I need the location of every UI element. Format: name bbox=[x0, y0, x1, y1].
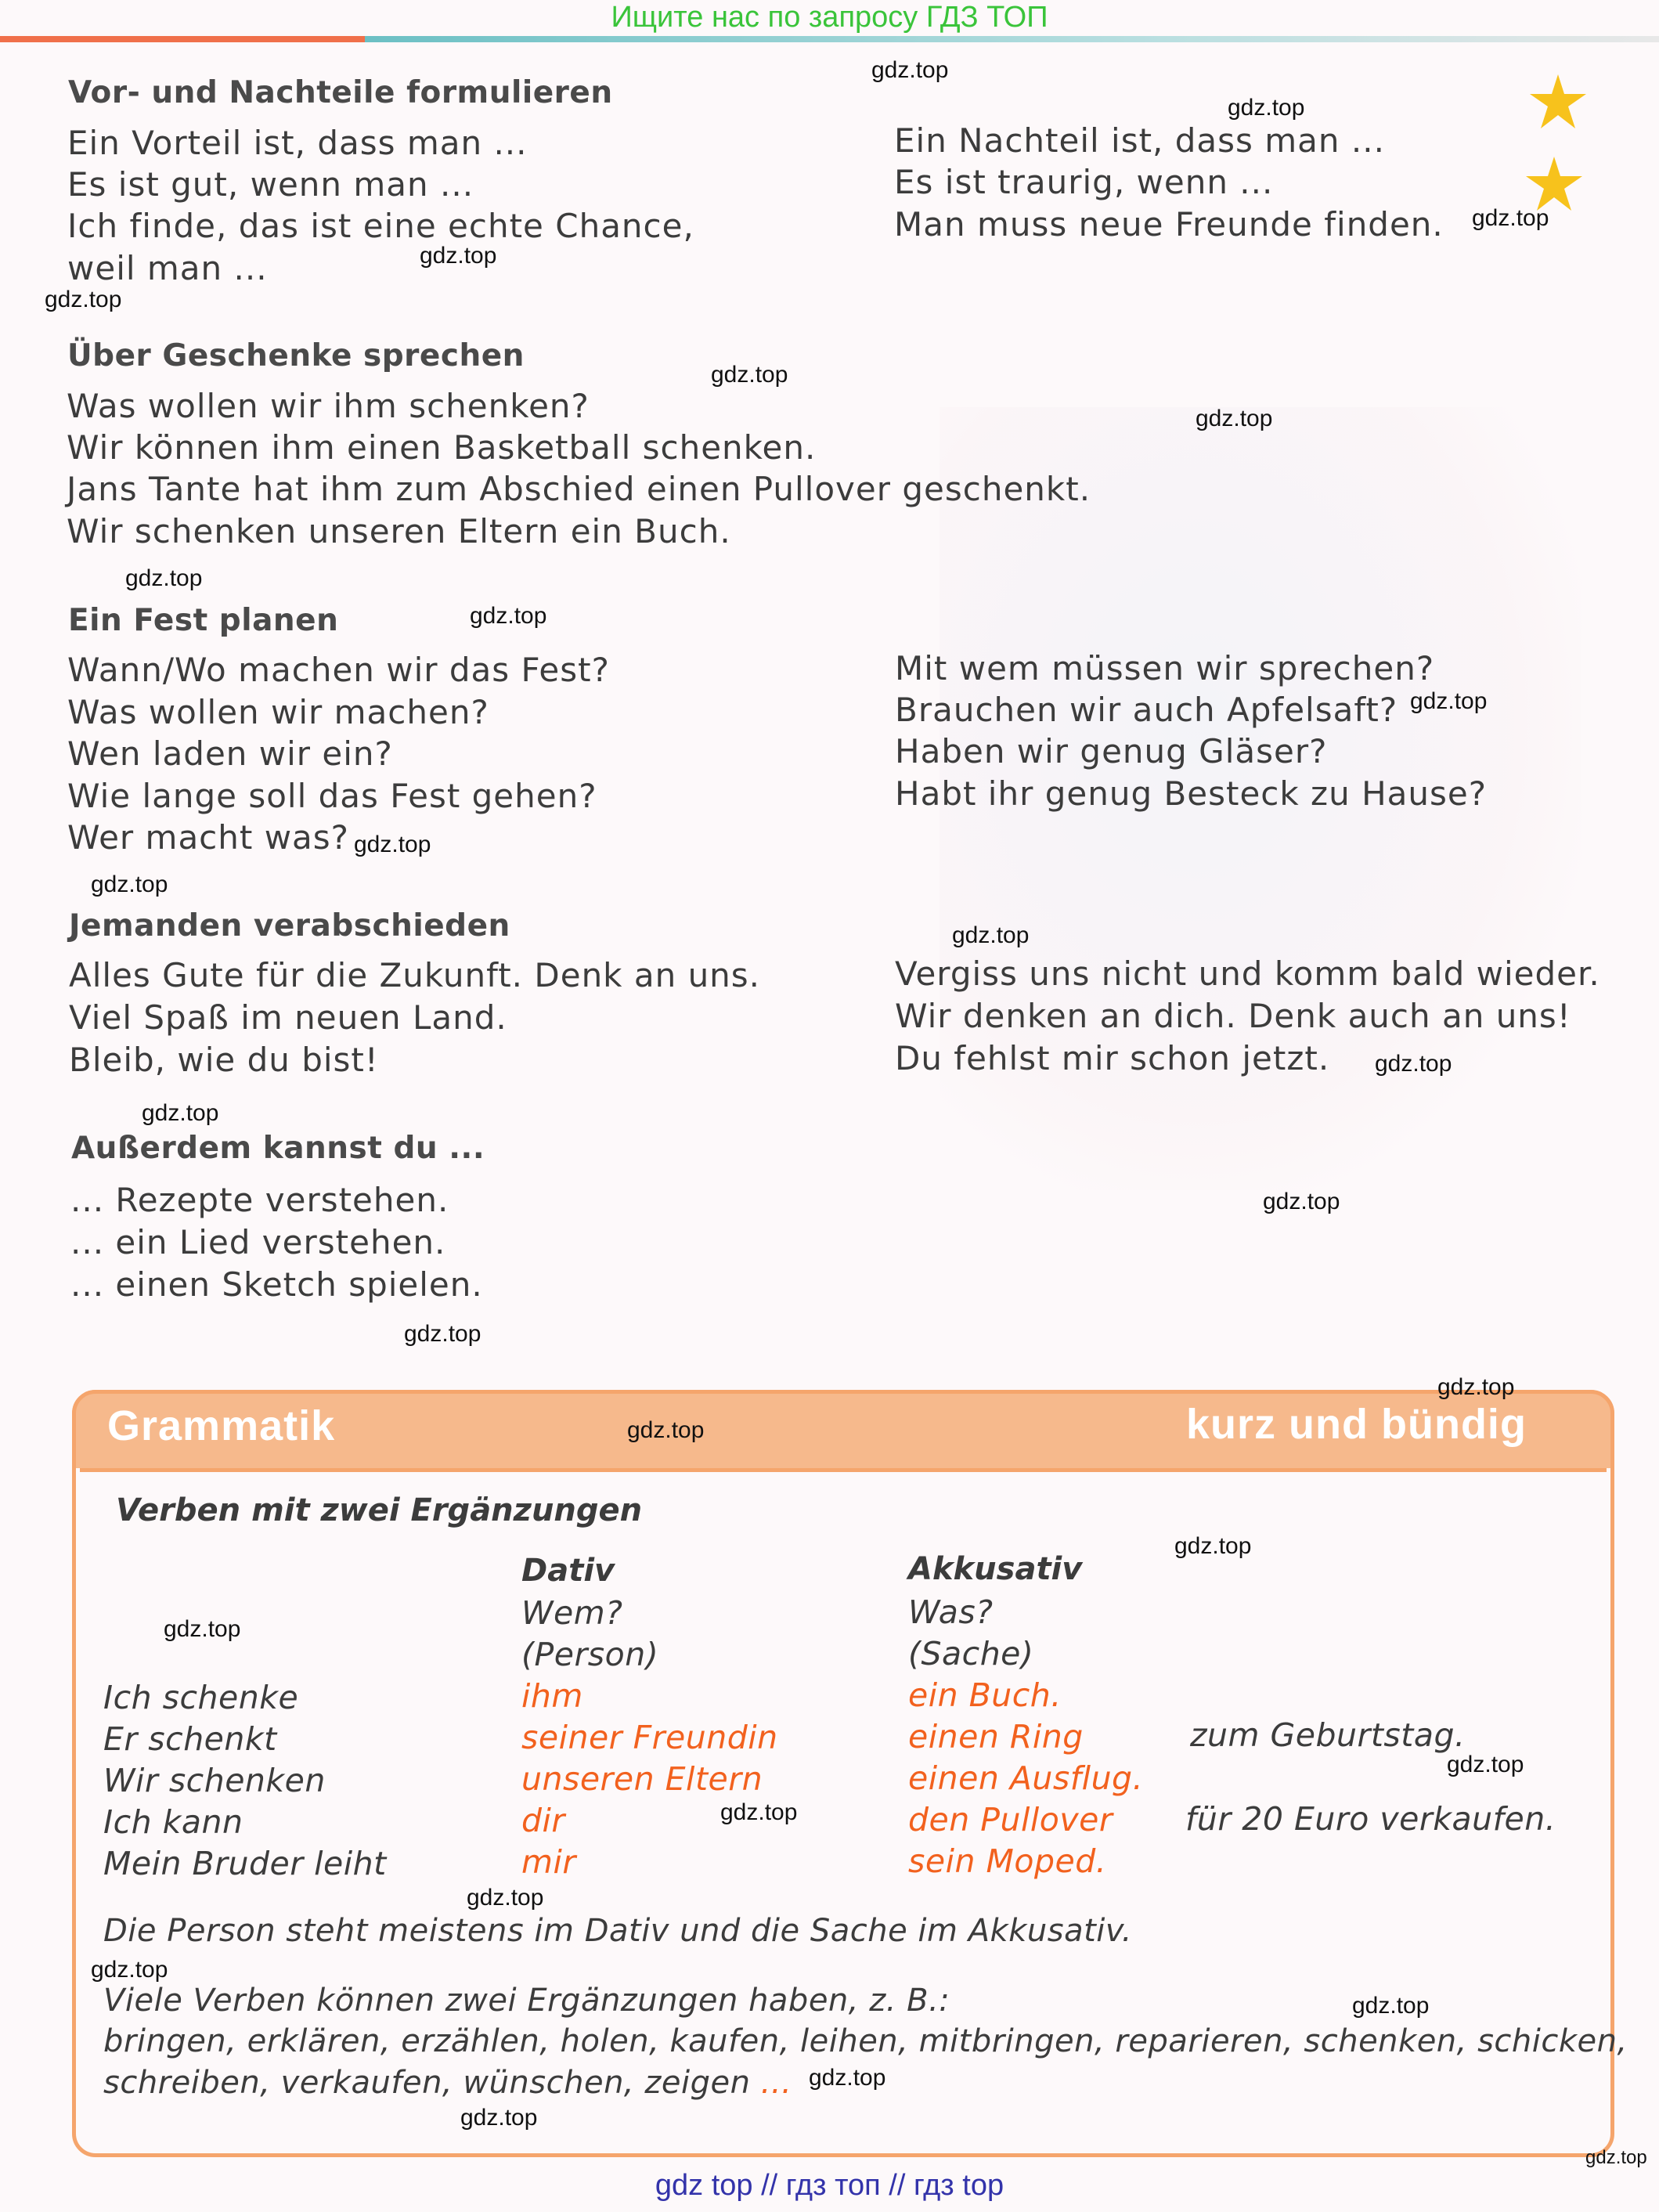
row-extra: zum Geburtstag. bbox=[1190, 1716, 1466, 1754]
watermark: gdz.top bbox=[45, 287, 122, 312]
col-header-akkusativ: Akkusativ bbox=[908, 1551, 1083, 1587]
col-question-dativ: Wem? bbox=[521, 1594, 623, 1632]
watermark: gdz.top bbox=[809, 2065, 886, 2091]
watermark: gdz.top bbox=[91, 871, 168, 897]
text-line: Wir denken an dich. Denk auch an uns! bbox=[895, 997, 1571, 1035]
col-note-dativ: (Person) bbox=[521, 1636, 659, 1673]
text-line: Wer macht was? bbox=[67, 818, 349, 857]
watermark: gdz.top bbox=[1263, 1189, 1340, 1214]
heading-geschenke: Über Geschenke sprechen bbox=[67, 338, 525, 373]
watermark: gdz.top bbox=[1174, 1533, 1252, 1559]
text-line: Alles Gute für die Zukunft. Denk an uns. bbox=[69, 956, 761, 994]
grammar-verbs-list: bringen, erklären, erzählen, holen, kaufen, leihen, mitbringen, reparieren, schenken, schicken, bbox=[103, 2023, 1628, 2059]
grammar-ellipsis: ... bbox=[760, 2065, 792, 2101]
row-dativ: unseren Eltern bbox=[521, 1760, 763, 1798]
text-line: ... ein Lied verstehen. bbox=[70, 1223, 446, 1261]
grammar-subheading: Verben mit zwei Ergänzungen bbox=[116, 1492, 643, 1528]
text-line: Wir können ihm einen Basketball schenken. bbox=[67, 428, 817, 467]
text-line: Was wollen wir ihm schenken? bbox=[67, 387, 590, 425]
watermark: gdz.top bbox=[711, 362, 788, 388]
watermark: gdz.top bbox=[627, 1417, 705, 1443]
text-line: Wann/Wo machen wir das Fest? bbox=[67, 651, 610, 689]
watermark: gdz.top bbox=[91, 1957, 168, 1983]
text-line: Wir schenken unseren Eltern ein Buch. bbox=[67, 512, 731, 550]
text-line: Brauchen wir auch Apfelsaft? bbox=[895, 691, 1398, 729]
row-akkusativ: einen Ausflug. bbox=[908, 1759, 1144, 1797]
watermark: gdz.top bbox=[1375, 1051, 1452, 1077]
text-line: Bleib, wie du bist! bbox=[69, 1041, 379, 1079]
grammar-title: Grammatik bbox=[107, 1402, 336, 1449]
row-dativ: seiner Freundin bbox=[521, 1719, 778, 1756]
watermark: gdz.top bbox=[952, 922, 1030, 948]
watermark: gdz.top bbox=[467, 1885, 544, 1911]
watermark: gdz.top bbox=[1437, 1374, 1515, 1400]
watermark: gdz.top bbox=[1228, 95, 1305, 121]
row-verb: Wir schenken bbox=[103, 1762, 326, 1799]
text-line: Wie lange soll das Fest gehen? bbox=[67, 777, 597, 815]
text-line: Es ist gut, wenn man ... bbox=[67, 165, 474, 204]
text-line: weil man ... bbox=[67, 249, 268, 287]
text-line: Wen laden wir ein? bbox=[67, 734, 393, 773]
text-line: Es ist traurig, wenn ... bbox=[894, 163, 1274, 201]
row-akkusativ: ein Buch. bbox=[908, 1676, 1062, 1714]
text-line: Jans Tante hat ihm zum Abschied einen Pullover geschenkt. bbox=[67, 470, 1091, 508]
grammar-tagline: kurz und bündig bbox=[1186, 1401, 1527, 1448]
watermark: gdz.top bbox=[420, 243, 497, 269]
row-akkusativ: sein Moped. bbox=[908, 1842, 1107, 1880]
row-dativ: ihm bbox=[521, 1677, 583, 1715]
grammar-verbs-list bbox=[103, 2065, 792, 2101]
watermark: gdz.top bbox=[404, 1321, 481, 1347]
watermark: gdz.top bbox=[1585, 2147, 1647, 2168]
watermark: gdz.top bbox=[460, 2105, 538, 2131]
col-header-dativ: Dativ bbox=[521, 1553, 615, 1589]
watermark: gdz.top bbox=[1352, 1993, 1430, 2019]
watermark: gdz.top bbox=[1196, 406, 1273, 431]
watermark: gdz.top bbox=[125, 565, 203, 591]
text-line: Habt ihr genug Besteck zu Hause? bbox=[895, 774, 1488, 813]
row-akkusativ: den Pullover bbox=[908, 1801, 1113, 1839]
top-banner bbox=[0, 0, 1659, 36]
col-note-akkusativ: (Sache) bbox=[908, 1635, 1034, 1673]
text-line: Viel Spaß im neuen Land. bbox=[69, 998, 507, 1037]
watermark: gdz.top bbox=[164, 1616, 241, 1642]
heading-verabschieden: Jemanden verabschieden bbox=[69, 908, 510, 944]
color-stripe bbox=[0, 36, 1659, 42]
grammar-verbs-list-end: schreiben, verkaufen, wünschen, zeigen bbox=[103, 2065, 751, 2101]
star-icon bbox=[1527, 70, 1589, 133]
row-verb: Mein Bruder leiht bbox=[103, 1845, 387, 1882]
grammar-verbs-intro: Viele Verben können zwei Ergänzungen haben, z. B.: bbox=[103, 1983, 950, 2019]
watermark: gdz.top bbox=[871, 57, 949, 83]
row-dativ: dir bbox=[521, 1802, 565, 1839]
text-line: Ein Nachteil ist, dass man ... bbox=[894, 121, 1385, 160]
watermark: gdz.top bbox=[720, 1799, 798, 1825]
text-line: Haben wir genug Gläser? bbox=[895, 732, 1328, 770]
watermark: gdz.top bbox=[354, 832, 431, 857]
row-akkusativ: einen Ring bbox=[908, 1718, 1084, 1756]
text-line: Man muss neue Freunde finden. bbox=[894, 205, 1444, 244]
text-line: ... einen Sketch spielen. bbox=[70, 1265, 483, 1304]
watermark: gdz.top bbox=[142, 1100, 219, 1126]
text-line: Ich finde, das ist eine echte Chance, bbox=[67, 207, 694, 245]
watermark: gdz.top bbox=[1472, 205, 1549, 231]
text-line: Du fehlst mir schon jetzt. bbox=[895, 1039, 1330, 1077]
row-verb: Ich schenke bbox=[103, 1679, 299, 1716]
col-question-akkusativ: Was? bbox=[908, 1593, 994, 1631]
text-line: ... Rezepte verstehen. bbox=[70, 1181, 449, 1219]
text-line: Ein Vorteil ist, dass man ... bbox=[67, 124, 528, 162]
watermark: gdz.top bbox=[1447, 1752, 1524, 1777]
row-verb: Ich kann bbox=[103, 1803, 243, 1841]
text-line: Vergiss uns nicht und komm bald wieder. bbox=[895, 954, 1600, 993]
text-line: Was wollen wir machen? bbox=[67, 693, 489, 731]
watermark: gdz.top bbox=[470, 603, 547, 629]
heading-ausserdem: Außerdem kannst du ... bbox=[71, 1131, 485, 1166]
row-verb: Er schenkt bbox=[103, 1720, 277, 1758]
text-line: Mit wem müssen wir sprechen? bbox=[895, 649, 1435, 687]
heading-vor-nachteile: Vor- und Nachteile formulieren bbox=[68, 75, 613, 110]
promo-text: Ищите нас по запросу ГДЗ ТОП bbox=[611, 1, 1048, 34]
footer-text: gdz top // гдз топ // гдз top bbox=[655, 2169, 1004, 2202]
grammar-rule: Die Person steht meistens im Dativ und die Sache im Akkusativ. bbox=[103, 1913, 1133, 1949]
heading-fest: Ein Fest planen bbox=[68, 603, 339, 638]
row-dativ: mir bbox=[521, 1843, 576, 1881]
watermark: gdz.top bbox=[1410, 688, 1488, 714]
row-extra: für 20 Euro verkaufen. bbox=[1185, 1800, 1556, 1838]
